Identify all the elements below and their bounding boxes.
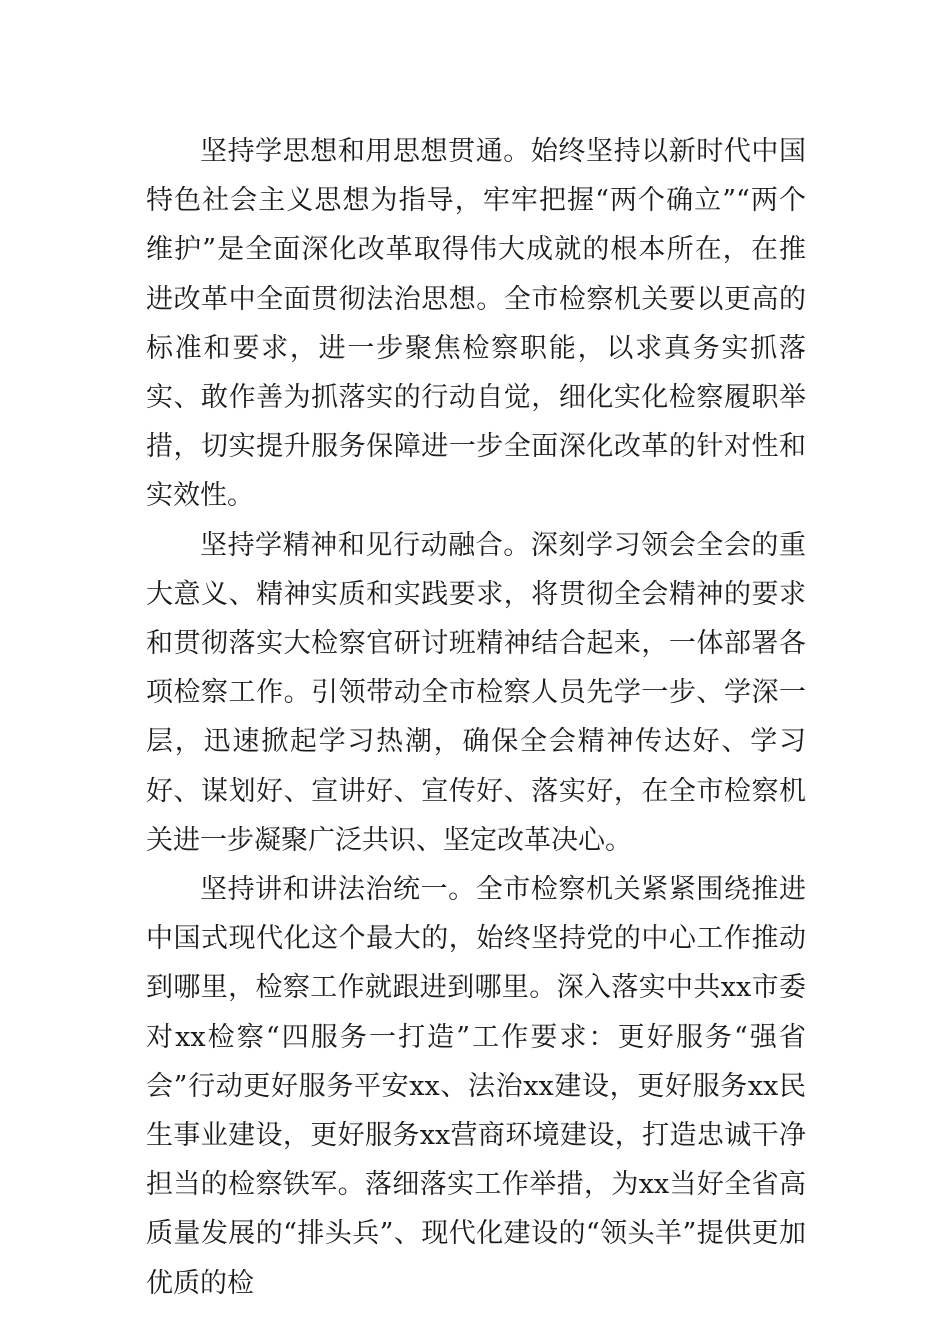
document-body [146, 127, 806, 1308]
paragraph-1: 坚持学思想和用思想贯通。始终坚持以新时代中国特色社会主义思想为指导，牢牢把握“两个确立”“两个维护”是全面深化改革取得伟大成就的根本所在，在推进改革中全面贯彻法治思想。全市检察机关要以更高的标准和要求，进一步聚焦检察职能，以求真务实抓落实、敢作善为抓落实的行动自觉，细化实化检察履职举措，切实提升服务保障进一步全面深化改革的针对性和实效性。 [146, 136, 806, 512]
paragraph-3: 坚持讲和讲法治统一。全市检察机关紧紧围绕推进中国式现代化这个最大的，始终坚持党的中心工作推动到哪里，检察工作就跟进到哪里。深入落实中共xx市委对xx检察“四服务一打造”工作要求：更好服务“强省会”行动更好服务平安xx、法治xx建设，更好服务xx民生事业建设，更好服务xx营商环境建设，打造忠诚干净担当的检察铁军。落细落实工作举措，为xx当好全省高质量发展的“排头兵”、现代化建设的“领头羊”提供更加优质的检 [146, 874, 806, 1299]
paragraph-2: 坚持学精神和见行动融合。深刻学习领会全会的重大意义、精神实质和实践要求，将贯彻全会精神的要求和贯彻落实大检察官研讨班精神结合起来，一体部署各项检察工作。引领带动全市检察人员先学一步、学深一层，迅速掀起学习热潮，确保全会精神传达好、学习好、谋划好、宣讲好、宣传好、落实好，在全市检察机关进一步凝聚广泛共识、坚定改革决心。 [146, 529, 806, 856]
